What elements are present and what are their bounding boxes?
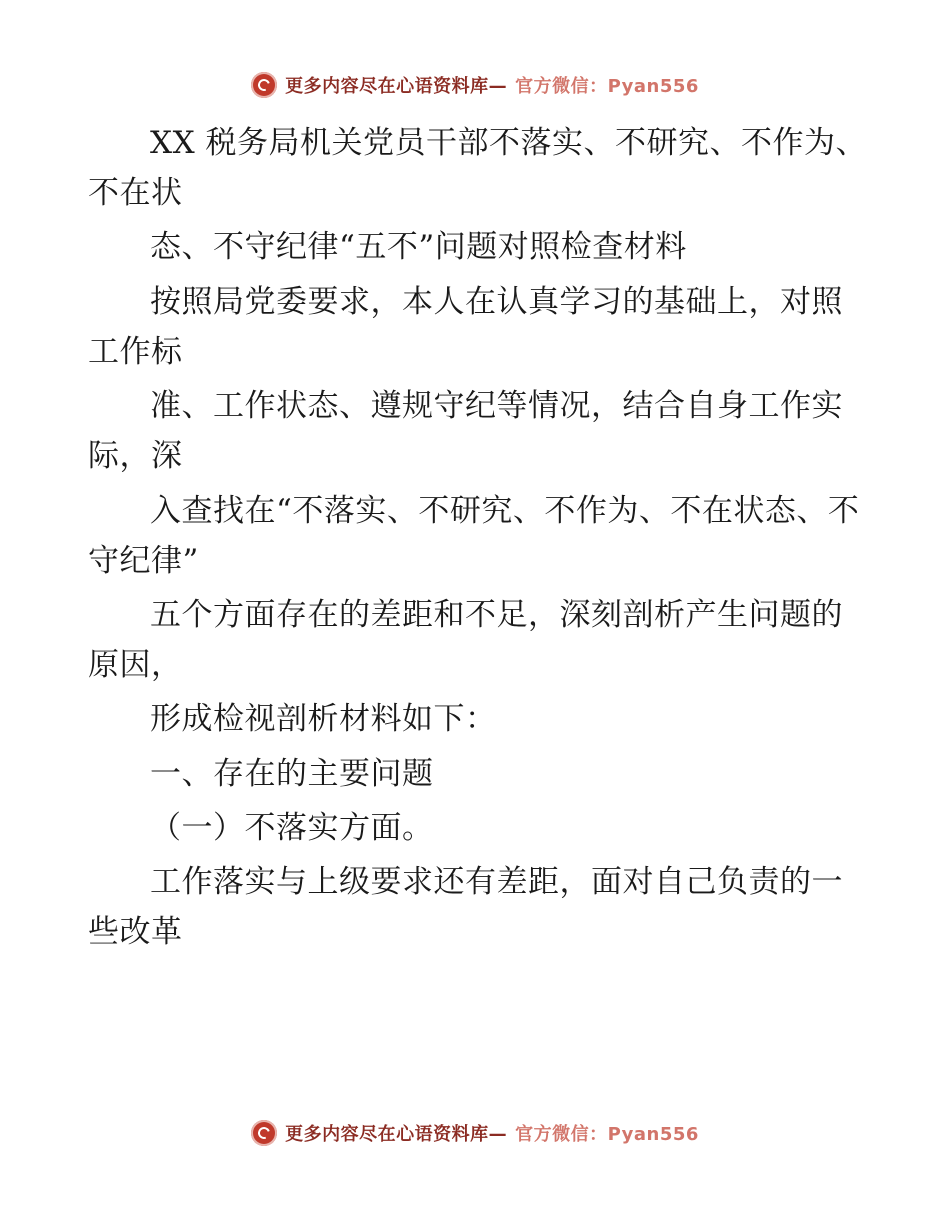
watermark-bottom [0,1120,950,1146]
paragraph: 形成检视剖析材料如下： [150,701,497,738]
paragraph: XX 税务局机关党员干部不落实、不研究、不作为、不在状 [88,125,867,212]
watermark-wechat-text: 官方微信：Pyan556 [515,76,699,97]
paragraph: 按照局党委要求，本人在认真学习的基础上，对照工作标 [88,283,843,370]
watermark-wechat-text: 官方微信：Pyan556 [515,1124,699,1145]
paragraph: 五个方面存在的差距和不足，深刻剖析产生问题的原因， [88,596,843,684]
watermark-main-text: 更多内容尽在心语资料库— [285,76,508,97]
circle-logo-icon [251,1120,277,1146]
paragraph: （一）不落实方面。 [150,809,434,846]
paragraph: 准、工作状态、遵规守纪等情况，结合自身工作实际，深 [88,388,843,475]
paragraph: 入查找在“不落实、不研究、不作为、不在状态、不守纪律” [88,492,860,579]
document-body [88,118,868,962]
paragraph: 工作落实与上级要求还有差距，面对自己负责的一些改革 [88,864,843,951]
circle-logo-icon [251,72,277,98]
watermark-top [0,72,950,98]
watermark-main-text: 更多内容尽在心语资料库— [285,1124,508,1145]
paragraph: 态、不守纪律“五不”问题对照检查材料 [150,229,687,266]
paragraph: 一、存在的主要问题 [150,755,434,792]
